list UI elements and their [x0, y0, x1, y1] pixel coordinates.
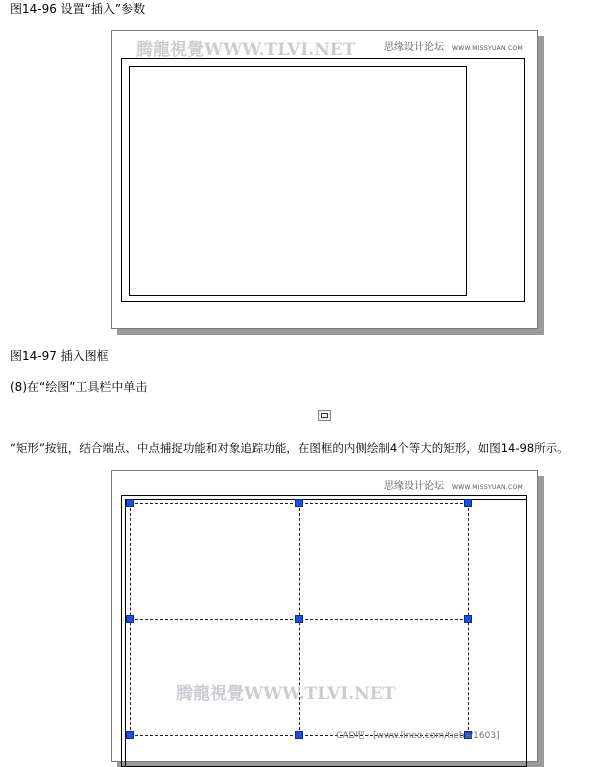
inserted-title-frame: [129, 66, 467, 296]
tlvi-watermark: 腾龍視覺WWW.TLVI.NET: [176, 684, 396, 704]
grip[interactable]: [126, 731, 134, 739]
rectangle-tool-icon: [318, 410, 331, 421]
missyuan-watermark: 思缘设计论坛 WWW.MISSYUAN.COM: [384, 481, 524, 492]
cad-source-watermark: CAD吧 · [www.lineo.com/tieba/1603]: [336, 731, 500, 741]
grip[interactable]: [126, 615, 134, 623]
tlvi-watermark: 腾龍視覺WWW.TLVI.NET: [136, 40, 356, 60]
grip[interactable]: [464, 499, 472, 507]
grip[interactable]: [295, 499, 303, 507]
grip[interactable]: [295, 731, 303, 739]
step-8-text: (8)在“绘图”工具栏中单击: [10, 380, 148, 394]
grip[interactable]: [126, 499, 134, 507]
grip[interactable]: [464, 615, 472, 623]
inserted-title-frame: [125, 499, 527, 767]
frame-figure-1: [111, 30, 538, 329]
frame-figure-2: [111, 470, 538, 762]
caption-fig-14-97: 图14-97 插入图框: [10, 349, 109, 363]
missyuan-watermark: 思缘设计论坛 WWW.MISSYUAN.COM: [384, 42, 524, 53]
step-8-description: “矩形”按钮，结合端点、中点捕捉功能和对象追踪功能，在图框的内侧绘制4个等大的矩形，如图14-98所示。: [10, 441, 569, 455]
grip[interactable]: [295, 615, 303, 623]
caption-fig-14-96: 图14-96 设置“插入”参数: [10, 2, 146, 16]
